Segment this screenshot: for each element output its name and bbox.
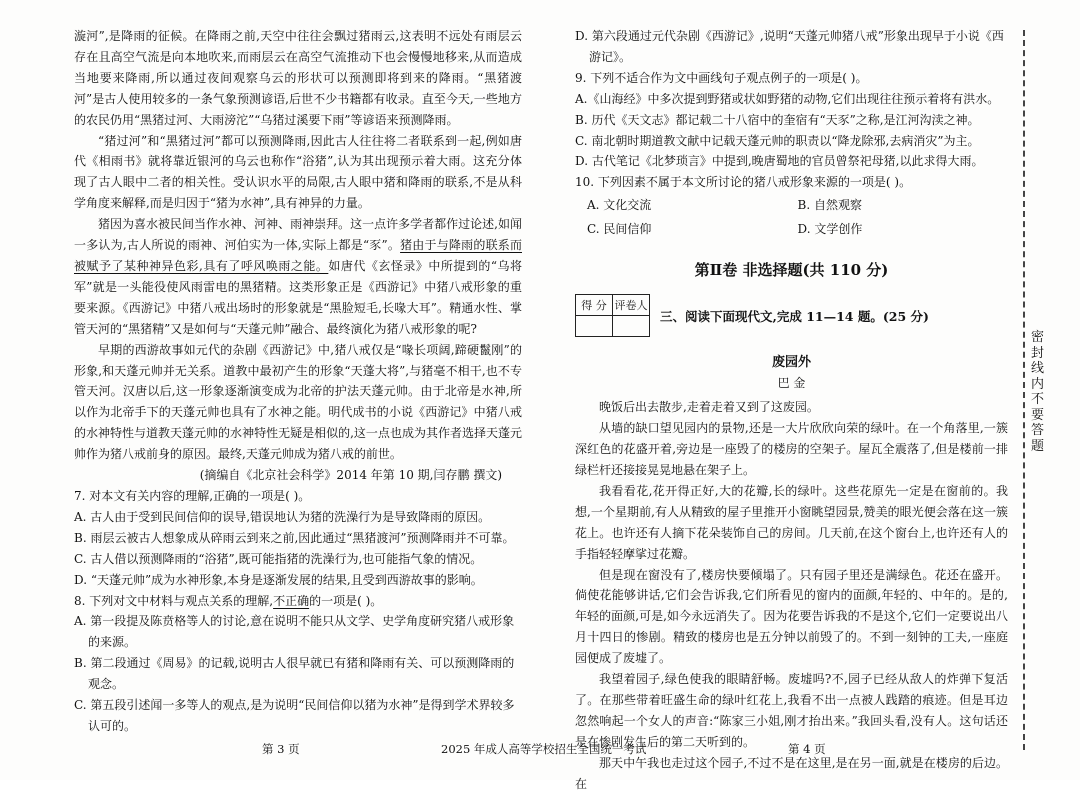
binding-line	[1023, 30, 1025, 750]
article-paragraph: 从墙的缺口望见园内的景物,还是一大片欣欣向荣的绿叶。在一个角落里,一簇深红色的花盛开着,旁边是一座毁了的楼房的空架子。屋瓦全震落了,但是楼前一排绿栏杆还接接晃晃地悬在架子上。	[575, 421, 1008, 477]
question-8-option: A. 第一段提及陈贲格等人的讨论,意在说明不能只从文学、史学角度研究猪八戒形象的来源。	[74, 614, 515, 650]
question-8-option: C. 第五段引述闻一多等人的观点,是为说明“民间信仰以猪为水神”是得到学术界较多认可的。	[74, 698, 515, 733]
article-author: 巴 金	[777, 376, 806, 391]
question-8-option: D. 第六段通过元代杂剧《西游记》,说明“天蓬元帅猪八戒”形象出现早于小说《西游记》。	[575, 29, 1004, 64]
article-paragraph: 但是现在窗没有了,楼房快要倾塌了。只有园子里还是满绿色。花还在盛开。倘使花能够讲话,它们会告诉我,它们所看见的窗内的面颜,年轻的、中年的。是的,年轻的面颜,可是,如今永远消失了。因为花要告诉我的不是这个,它们一定要说出八月十四日的惨剧。精致的楼房也是五分钟以前毁了的。不到一刻钟的工夫,一座庭园便成了废墟了。	[575, 567, 1008, 666]
passage-paragraph: 漩河”,是降雨的征候。在降雨之前,天空中往往会飘过猪雨云,这表明不远处有雨层云存在且高空气流是向本地吹来,而雨层云在高空气流推动下也会慢慢地移来,从而造成当地要来降雨,所以通过夜间观察乌云的形状可以预测即将到来的降雨。“黑猪渡河”是古人使用较多的一条气象预测谚语,后世不少书籍都有收录。直至今天,一些地方的农民仍用“黑猪过河、大雨滂沱”“乌猪过溪要下雨”等谚语来预测降雨。	[74, 29, 522, 127]
question-7-option: D. “天蓬元帅”成为水神形象,本身是逐渐发展的结果,且受到西游故事的影响。	[74, 572, 483, 587]
question-7-stem: 7. 对本文有关内容的理解,正确的一项是( )。	[74, 489, 311, 504]
question-9-option: C. 南北朝时期道教文献中记载天蓬元帅的职责以“降龙除邪,去病消灾”为主。	[575, 133, 980, 148]
question-10-options	[575, 193, 1008, 241]
question-8-stem-text: 的一项是( )。	[309, 593, 383, 608]
question-7-option: B. 雨层云被古人想象成从碎雨云到来之前,因此通过“黑猪渡河”预测降雨并不可靠。	[74, 530, 515, 545]
article-title: 废园外	[771, 355, 811, 371]
question-8-option: B. 第二段通过《周易》的记载,说明古人很早就已有猪和降雨有关、可以预测降雨的观念。	[74, 656, 515, 692]
article-paragraph: 那天中午我也走过这个园子,不过不是在这里,是在另一面,就是在楼房的后边。在	[575, 755, 1008, 791]
passage-text: 如唐代《玄怪录》中所提到的“乌将军”就是一头能役使风雨雷电的黑猪精。这类形象正是《西游记》中猪八戒形象的重要来源。《西游记》中猪八戒出场时的形象就是“黑脸短毛,长喙大耳”。精通水性、掌管天河的“黑猪精”又是如何与“天蓬元帅”融合、最终演化为猪八戒形象的呢?	[74, 258, 522, 336]
passage-paragraph: “猪过河”和“黑猪过河”都可以预测降雨,因此古人往往将二者联系到一起,例如唐代《相雨书》就将靠近银河的乌云也称作“浴猪”,认为其出现预示着大雨。这充分体现了古人眼中二者的相关性。受认识水平的局限,古人眼中猪和降雨的联系,不是从科学角度来解释,而是归因于“猪为水神”,具有神异的力量。	[74, 133, 522, 211]
question-9-option: A.《山海经》中多次提到野猪或状如野猪的动物,它们出现往往预示着将有洪水。	[575, 91, 1000, 106]
binding-note: 密封线内不要答题	[1031, 330, 1045, 454]
left-page	[74, 26, 522, 737]
article-paragraph: 我看看花,花开得正好,大的花瓣,长的绿叶。这些花原先一定是在窗前的。我想,一个星期前,有人从精致的屋子里推开小窗眺望园景,赞美的眼光便会落在这一簇花上。也许还有人摘下花朵装饰自己的房间。几天前,在这个窗台上,也许还有人的手指轻轻摩挲过花瓣。	[575, 483, 1008, 561]
question-9-stem: 9. 下列不适合作为文中画线句子观点例子的一项是( )。	[575, 70, 868, 85]
part-2-title: 第Ⅱ卷 非选择题(共 110 分)	[694, 261, 889, 280]
question-9-option: D. 古代笔记《北梦琐言》中提到,晚唐蜀地的官员曾祭祀母猪,以此求得大雨。	[575, 154, 984, 169]
grader-label: 评卷人	[613, 295, 650, 316]
grader-box[interactable]	[613, 316, 650, 337]
question-7-option: A. 古人由于受到民间信仰的误导,错误地认为猪的洗澡行为是导致降雨的原因。	[74, 509, 491, 524]
score-box[interactable]	[576, 316, 613, 337]
question-10-option: A. 文化交流	[587, 198, 652, 213]
page-number-right: 第 4 页	[788, 742, 826, 756]
score-label: 得 分	[576, 295, 613, 316]
score-table	[575, 294, 650, 337]
passage-paragraph	[74, 214, 522, 339]
passage-text: 猪因为喜水被民间当作水神、河神、雨神崇拜。这一点许多学者都作过论述,如闻一多认为,古人所说的雨神、河伯实为一体,实际上都是“豕”。	[74, 217, 522, 253]
question-10-option: C. 民间信仰	[587, 222, 652, 237]
article-paragraph: 我望着园子,绿色使我的眼睛舒畅。废墟吗?不,园子已经从敌人的炸弹下复活了。在那些带着旺盛生命的绿叶红花上,我看不出一点被人践踏的痕迹。但是耳边忽然响起一个女人的声音:“陈家三小姐,刚才抬出来。”我回头看,没有人。这句话还是在惨剧发生后的第二天听到的。	[575, 672, 1008, 749]
page-number-left: 第 3 页	[262, 742, 300, 756]
passage-source: (摘编自《北京社会科学》2014 年第 10 期,闫存鹏 撰文)	[199, 468, 502, 483]
article-paragraph: 晚饭后出去散步,走着走着又到了这废园。	[599, 400, 819, 415]
question-8-emphasis: 不正确	[273, 593, 310, 608]
question-10-option: B. 自然观察	[797, 198, 862, 213]
section-3-header	[575, 294, 1008, 337]
passage-paragraph: 早期的西游故事如元代的杂剧《西游记》中,猪八戒仅是“喙长项阔,蹄硬鬣刚”的形象,和天蓬元帅并无关系。道教中最初产生的形象“天蓬大将”,与猪毫不相干,也不专管天河。汉唐以后,这一形象逐渐演变成为北帝的护法天蓬元帅。由于北帝是水神,所以作为北帝手下的天蓬元帅也具有了水神之能。明代成书的小说《西游记》中猪八戒的水神特性与道教天蓬元帅的水神特性无疑是相似的,这一点也成为其作者选择天蓬元帅作为猪八戒前身的原因。最终,天蓬元帅成为猪八戒的前世。	[74, 342, 522, 462]
question-8-stem-text: 8. 下列对文中材料与观点关系的理解,	[74, 593, 274, 608]
exam-title-footer: 2025 年成人高等学校招生全国统一考试	[441, 742, 647, 756]
question-10-option: D. 文学创作	[797, 222, 863, 237]
question-10-stem: 10. 下列因素不属于本文所讨论的猪八戒形象来源的一项是( )。	[575, 175, 912, 190]
question-7-option: C. 古人借以预测降雨的“浴猪”,既可能指猪的洗澡行为,也可能指气象的情况。	[74, 551, 483, 566]
section-3-heading: 三、阅读下面现代文,完成 11—14 题。(25 分)	[660, 308, 929, 324]
underlined-sentence: 猪由于与降雨的联系而被赋予了某种神异色彩,具有了呼风唤雨之能。	[74, 238, 522, 273]
question-9-option: B. 历代《天文志》都记载二十八宿中的奎宿有“天豕”之称,是江河沟渎之神。	[575, 112, 980, 127]
right-page	[575, 26, 1008, 794]
question-8-stem	[74, 591, 522, 612]
